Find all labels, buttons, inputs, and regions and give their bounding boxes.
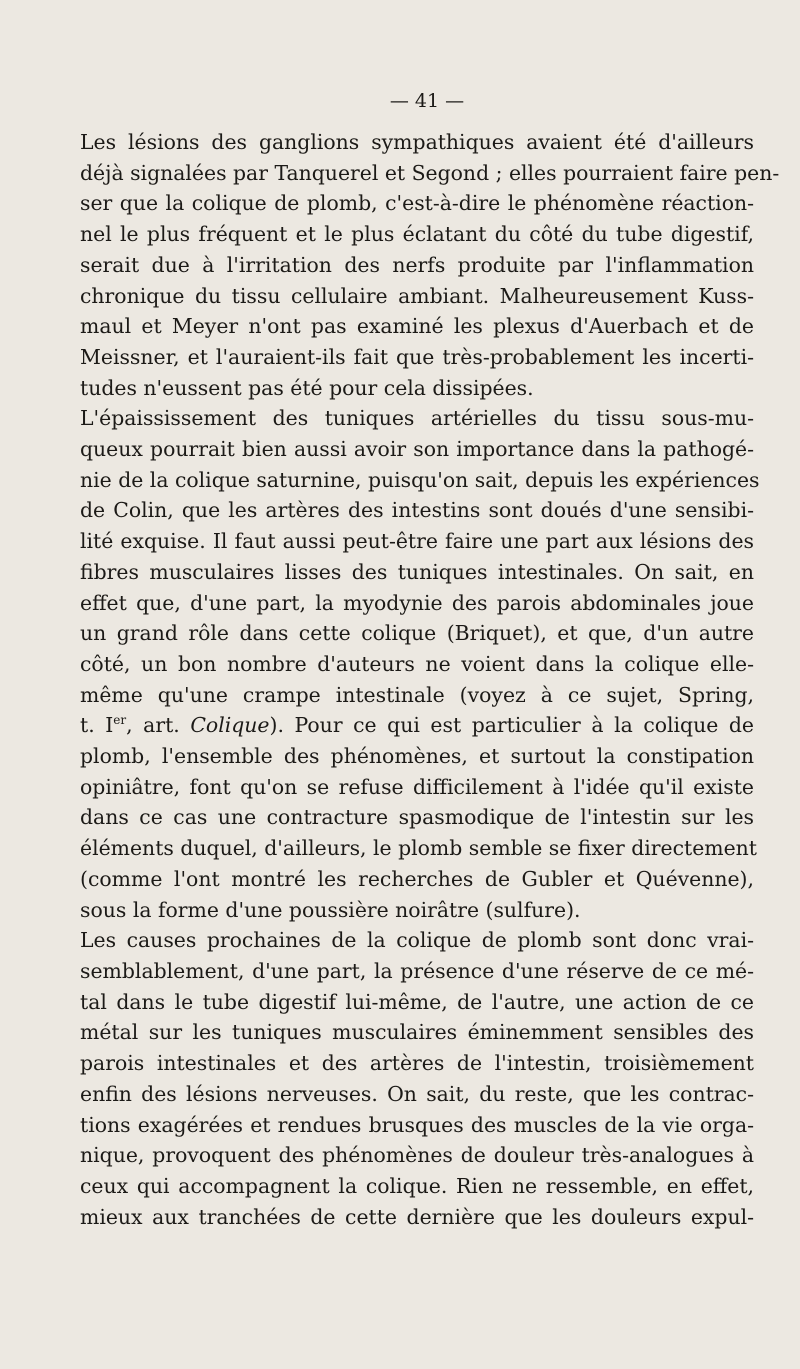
text-line: nel le plus fréquent et le plus éclatant du côté du tube digestif, <box>80 222 754 247</box>
text-line: lité exquise. Il faut aussi peut-être faire une part aux lésions des <box>80 529 754 554</box>
text-line: tal dans le tube digestif lui-même, de l'autre, une action de ce <box>80 989 754 1014</box>
text-line: Les lésions des ganglions sympathiques avaient été d'ailleurs <box>80 130 754 154</box>
text-line: Les causes prochaines de la colique de plomb sont donc vrai- <box>80 928 754 953</box>
text-line: Meissner, et l'auraient-ils fait que très-probablement les incerti- <box>80 344 754 369</box>
text-line: queux pourrait bien aussi avoir son importance dans la pathogé- <box>80 437 754 462</box>
text-line: nie de la colique saturnine, puisqu'on sait, depuis les expériences <box>80 467 760 492</box>
paragraph-1 <box>80 127 780 403</box>
text-line: L'épaississement des tuniques artérielles du tissu sous-mu- <box>80 406 754 431</box>
text-line: nique, provoquent des phénomènes de douleur très-analogues à <box>80 1143 754 1168</box>
paragraph-3 <box>80 925 754 1232</box>
text-line: tudes n'eussent pas été pour cela dissipées. <box>80 375 534 400</box>
text-line-with-citation <box>80 710 754 741</box>
citation-superscript: er <box>113 713 127 728</box>
text-line: maul et Meyer n'ont pas examiné les plexus d'Auerbach et de <box>80 314 754 339</box>
text-line: éléments duquel, d'ailleurs, le plomb semble se fixer directement <box>80 836 757 861</box>
text-line: opiniâtre, font qu'on se refuse difficilement à l'idée qu'il existe <box>80 774 754 799</box>
paragraph-2 <box>80 403 760 925</box>
text-line: plomb, l'ensemble des phénomènes, et surtout la constipation <box>80 744 754 769</box>
text-line: un grand rôle dans cette colique (Briquet), et que, d'un autre <box>80 621 754 646</box>
text-line: déjà signalées par Tanquerel et Segond ; elles pourraient faire pen- <box>80 160 780 185</box>
text-line: (comme l'ont montré les recherches de Gubler et Quévenne), <box>80 866 754 891</box>
text-line: semblablement, d'une part, la présence d'une réserve de ce mé- <box>80 958 754 983</box>
text-line: effet que, d'une part, la myodynie des parois abdominales joue <box>80 590 754 615</box>
text-line: métal sur les tuniques musculaires éminemment sensibles des <box>80 1020 754 1045</box>
text-line: dans ce cas une contracture spasmodique de l'intestin sur les <box>80 805 754 830</box>
text-line: même qu'une crampe intestinale (voyez à ce sujet, Spring, <box>80 682 754 707</box>
text-line: serait due à l'irritation des nerfs produite par l'inflammation <box>80 252 754 277</box>
citation-volume: t. I <box>80 713 114 738</box>
text-line: fibres musculaires lisses des tuniques intestinales. On sait, en <box>80 559 754 584</box>
text-line: tions exagérées et rendues brusques des muscles de la vie orga- <box>80 1112 754 1137</box>
text-line: de Colin, que les artères des intestins sont doués d'une sensibi- <box>80 498 754 523</box>
page-body <box>80 127 780 1232</box>
citation-title: Colique <box>190 713 270 738</box>
text-line: sous la forme d'une poussière noirâtre (sulfure). <box>80 897 581 922</box>
text-line: enfin des lésions nerveuses. On sait, du reste, que les contrac- <box>80 1081 754 1106</box>
text-line: ser que la colique de plomb, c'est-à-dire le phénomène réaction- <box>80 191 754 216</box>
text-line: chronique du tissu cellulaire ambiant. Malheureusement Kuss- <box>80 283 754 308</box>
text-line: ceux qui accompagnent la colique. Rien ne ressemble, en effet, <box>80 1173 754 1198</box>
citation-continuation: ). Pour ce qui est particulier à la colique de <box>269 713 754 738</box>
citation-article: , art. <box>126 713 191 738</box>
text-line: mieux aux tranchées de cette dernière que les douleurs expul- <box>80 1204 754 1229</box>
text-line: côté, un bon nombre d'auteurs ne voient dans la colique elle- <box>80 651 754 676</box>
text-line: parois intestinales et des artères de l'intestin, troisièmement <box>80 1051 754 1076</box>
page-number: — 41 — <box>389 90 465 112</box>
